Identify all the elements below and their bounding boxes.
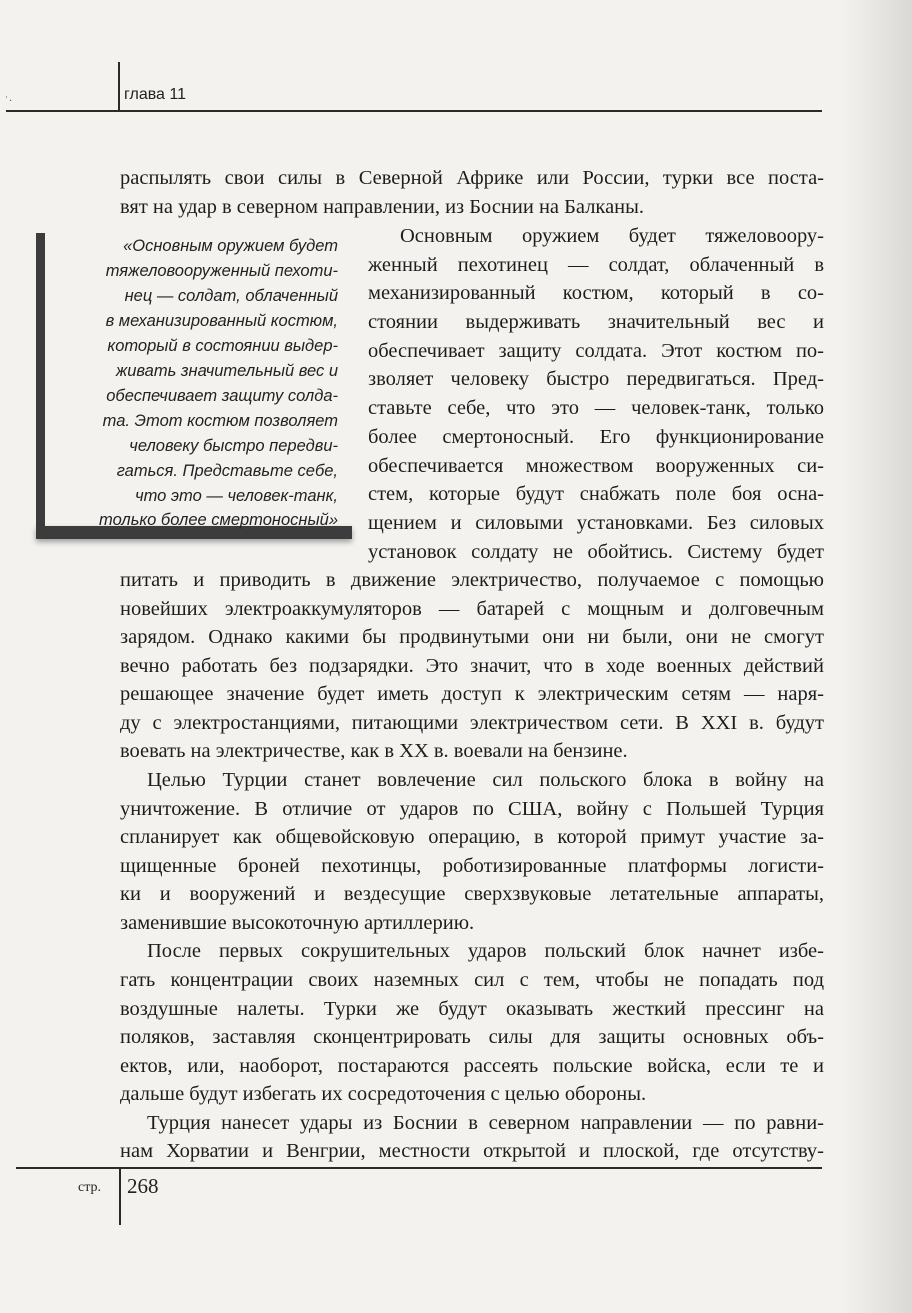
pull-quote-line: нец — солдат, облаченный [124,287,338,305]
text-line: стем, которые будут снабжать поле боя осна- [368,483,824,505]
text-line: вят на удар в северном направлении, из Боснии на Балканы. [120,196,645,218]
header-horizontal-rule [6,110,822,112]
text-line: щищенные броней пехотинцы, роботизированные платформы логисти- [120,855,824,877]
footer-horizontal-rule [16,1167,822,1169]
text-line: обеспечивается множеством вооруженных си- [368,455,824,477]
text-line: решающее значение будет иметь доступ к электрическим сетям — наря- [120,683,824,705]
pull-quote-line: та. Этот костюм позволяет [102,412,338,430]
text-line: питать и приводить в движение электричество, получаемое с помощью [120,569,824,591]
page-label: стр. [78,1180,102,1195]
pull-quote-line: живать значительный вес и [115,362,338,380]
text-line: стоянии выдерживать значительный вес и [368,311,824,333]
header-vertical-rule [118,62,120,112]
chapter-header: глава 11 [124,86,186,103]
text-line: поляков, заставляя сконцентрировать силы для защиты основных объ- [120,1026,824,1048]
text-line: уничтожение. В отличие от ударов по США, войну с Польшей Турция [120,798,824,820]
text-line: заменившие высокоточную артиллерию. [120,912,475,934]
text-line: обеспечивает защиту солдата. Этот костюм по- [368,340,824,362]
scan-artifact: ˙· [4,96,13,107]
text-line: более смертоносный. Его функционирование [368,426,824,448]
text-line: зволяет человеку быстро передвигаться. Пред- [368,368,824,390]
text-line: распылять свои силы в Северной Африке или России, турки все поста- [120,167,824,189]
pull-quote-line: обеспечивает защиту солда- [106,387,338,405]
pull-quote-left-bar [36,233,45,533]
pull-quote-line: «Основным оружием будет [123,237,338,255]
footer-vertical-rule [119,1167,121,1225]
text-line: механизированный костюм, который в со- [368,282,824,304]
text-line: спланирует как общевойсковую операцию, в которой примут участие за- [120,826,824,848]
text-line: ду с электростанциями, питающими электричеством сети. В XXI в. будут [120,712,824,734]
text-line: установок солдату не обойтись. Систему будет [368,541,824,563]
page-number: 268 [127,1174,159,1198]
pull-quote-line: тяжеловооруженный пехоти- [105,262,338,280]
pull-quote-line: который в состоянии выдер- [107,337,338,355]
text-line: ставьте себе, что это — человек-танк, только [368,397,824,419]
text-line: щением и силовыми установками. Без силовых [368,512,824,534]
text-line: новейших электроаккумуляторов — батарей с мощным и долговечным [120,598,824,620]
text-line: нам Хорватии и Венгрии, местности открытой и плоской, где отсутству- [120,1140,824,1162]
pull-quote-line: в механизированный костюм, [105,312,338,330]
pull-quote-line: что это — человек-танк, [135,487,338,505]
text-line: Целью Турции станет вовлечение сил польского блока в войну на [147,769,824,791]
text-line: гать концентрации своих наземных сил с тем, чтобы не попадать под [120,969,824,991]
text-line: ектов, или, наоборот, постараются рассеять польские войска, если те и [120,1055,824,1077]
text-line: воевать на электричестве, как в XX в. воевали на бензине. [120,740,628,762]
text-line: воздушные налеты. Турки же будут оказывать жесткий прессинг на [120,998,824,1020]
text-line: женный пехотинец — солдат, облаченный в [368,254,824,276]
text-line: Основным оружием будет тяжеловоору- [400,225,824,247]
pull-quote-line: только более смертоносный» [99,511,338,529]
pull-quote-line: гаться. Представьте себе, [116,462,338,480]
text-line: дальше будут избегать их сосредоточения с целью обороны. [120,1083,647,1105]
text-line: ки и вооружений и вездесущие сверхзвуковые летательные аппараты, [120,883,824,905]
text-line: зарядом. Однако какими бы продвинутыми они ни были, они не смогут [120,626,824,648]
text-line: Турция нанесет удары из Боснии в северном направлении — по равни- [147,1112,824,1134]
text-line: вечно работать без подзарядки. Это значит, что в ходе военных действий [120,655,824,677]
text-line: После первых сокрушительных ударов польский блок начнет избе- [147,940,824,962]
page-gutter-shadow [842,0,912,1313]
pull-quote-line: человеку быстро передви- [129,437,338,455]
